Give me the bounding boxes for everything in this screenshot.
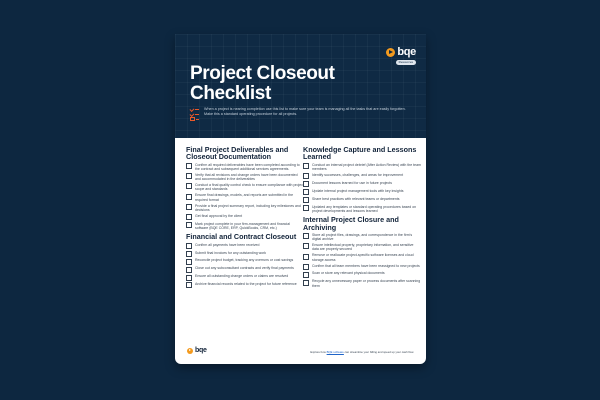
intro-text: When a project is nearing completion use this list to make sure your team is managing all the tasks that are easily forgotten. Make this a standard operating procedure for all projects.	[204, 107, 406, 116]
checklist-item-text: Updated any templates or standard operating procedures based on project developments and lessons learned	[312, 204, 417, 213]
checkbox-icon[interactable]	[186, 214, 192, 220]
right-column	[303, 146, 421, 290]
checklist-item[interactable]	[186, 183, 304, 192]
checkbox-icon[interactable]	[186, 275, 192, 281]
checkbox-icon[interactable]	[186, 222, 192, 228]
checklist-item[interactable]	[303, 271, 421, 277]
checkbox-icon[interactable]	[303, 254, 309, 260]
checklist-item-text: Get final approval by the client	[195, 213, 243, 218]
checklist-item[interactable]	[186, 163, 304, 172]
checklist-item[interactable]	[186, 193, 304, 202]
checklist-item-text: Close out any subconsultant contracts and verify final payments	[195, 266, 294, 271]
checklist-item-text: Conduct a final quality control check to ensure compliance with project scope and standards	[195, 183, 304, 192]
checklist-item[interactable]	[303, 163, 421, 172]
checkbox-icon[interactable]	[186, 259, 192, 265]
checklist-item[interactable]	[186, 243, 304, 249]
checklist-item-text: Store all project files, drawings, and correspondence in the firm's digital archive	[312, 232, 413, 242]
bqe-logo	[386, 46, 416, 65]
checklist-item[interactable]	[186, 258, 304, 264]
checkbox-icon[interactable]	[186, 163, 192, 169]
checklist-item[interactable]	[186, 251, 304, 257]
left-column	[186, 146, 304, 290]
checklist-item[interactable]	[303, 173, 421, 179]
checklist-item[interactable]	[186, 282, 304, 288]
checklist-item[interactable]	[303, 253, 421, 262]
footer	[175, 346, 426, 356]
checklist-item-text: Ensure intellectual property, proprietary information, and sensitive data are properly secured	[312, 243, 414, 252]
document-header	[175, 34, 426, 138]
checkbox-icon[interactable]	[186, 251, 192, 257]
checklist-item[interactable]	[303, 189, 421, 195]
checklist-item-text: Scan or store any relevant physical documents	[312, 271, 385, 276]
checklist-document	[175, 34, 426, 364]
checkbox-icon[interactable]	[303, 197, 309, 203]
deliverables-list	[186, 163, 304, 230]
checklist-item[interactable]	[303, 205, 421, 214]
checkbox-icon[interactable]	[303, 181, 309, 187]
checklist-item-text: Confirm that all team members have been reassigned to new projects	[312, 263, 420, 268]
checkbox-icon[interactable]	[186, 194, 192, 200]
document-body	[175, 138, 426, 364]
checklist-item-text: Share best practices with relevant teams or departments	[312, 196, 400, 201]
checklist-item-text: Remove or reallocate project-specific software licenses and cloud storage access	[312, 253, 414, 262]
section-title-financial: Financial and Contract Closeout	[186, 232, 297, 242]
checkbox-icon[interactable]	[303, 163, 309, 169]
checkbox-icon[interactable]	[303, 233, 309, 239]
checklist-item-text: Verify that all revisions and change orders have been documented and accommodated in the deliverables	[195, 173, 298, 182]
checklist-item-text: Mark project complete in your firm-management and financial software (BQE CORE, ERP, QuickBooks, CRM, etc.)	[195, 221, 290, 230]
checkbox-icon[interactable]	[186, 267, 192, 273]
checklist-item[interactable]	[186, 173, 304, 182]
knowledge-list	[303, 163, 421, 213]
checklist-item-text: Confirm all payments have been received	[195, 242, 260, 247]
checkbox-icon[interactable]	[303, 243, 309, 249]
checklist-item-text: Identify successes, challenges, and areas for improvement	[312, 173, 404, 177]
footer-logo: bqe	[187, 347, 207, 354]
checklist-item[interactable]	[303, 264, 421, 270]
checklist-item-text: Reconcile project budget, tracking any overruns or cost savings	[195, 258, 294, 263]
checkbox-icon[interactable]	[303, 189, 309, 195]
checkbox-icon[interactable]	[303, 205, 309, 211]
checklist-item[interactable]	[186, 266, 304, 272]
checklist-item[interactable]	[186, 274, 304, 280]
checklist-item-text: Provide a final project summary report, including key milestones and decisions	[195, 203, 301, 212]
checkbox-icon[interactable]	[186, 173, 192, 179]
checklist-item[interactable]	[303, 243, 421, 252]
checkbox-icon[interactable]	[303, 272, 309, 278]
checkbox-icon[interactable]	[303, 173, 309, 179]
checklist-item[interactable]	[303, 233, 421, 242]
page-title: Project Closeout Checklist	[190, 63, 335, 104]
checklist-item-text: Update internal project management tools with key insights	[312, 188, 404, 193]
checklist-item-text: Ensure all outstanding change orders or claims are resolved	[195, 274, 289, 279]
archiving-list	[303, 233, 421, 288]
checkbox-icon[interactable]	[186, 204, 192, 210]
financial-list	[186, 243, 304, 289]
checklist-item-text: Conduct an internal project debrief (After Action Review) with the team members	[312, 162, 421, 172]
checkbox-icon[interactable]	[186, 243, 192, 249]
bqe-play-icon	[386, 48, 395, 57]
checklist-item[interactable]	[186, 204, 304, 213]
checkbox-icon[interactable]	[186, 183, 192, 189]
checkbox-icon[interactable]	[303, 264, 309, 270]
checklist-item-text: Ensure final drawings, models, and reports are submitted in the required format	[195, 193, 294, 202]
checklist-item[interactable]	[303, 181, 421, 187]
checkbox-icon[interactable]	[303, 280, 309, 286]
checklist-item-text: Document lessons learned for use in future projects	[312, 180, 392, 185]
checklist-item[interactable]	[186, 222, 304, 231]
checklist-item-text: Archive financial records related to the project for future reference	[195, 282, 297, 287]
checklist-item-text: Recycle any unnecessary paper or process documents after scanning them	[312, 279, 421, 288]
intro	[190, 107, 410, 121]
checklist-item-text: Submit final invoices for any outstanding work	[195, 250, 267, 255]
bqe-software-link[interactable]: BQE software	[326, 350, 344, 354]
logo-text: bqe	[397, 46, 416, 58]
checklist-item-text: Confirm all required deliverables have been completed according to the contract and subsequent additional services agreements.	[195, 162, 300, 172]
checklist-item[interactable]	[303, 197, 421, 203]
section-title-archiving: Internal Project Closure and Archiving	[303, 215, 399, 232]
bqe-play-icon	[187, 348, 193, 354]
checkbox-icon[interactable]	[186, 282, 192, 288]
footer-text: Explore how BQE software can streamline your billing and speed up your cash flow.	[310, 350, 414, 354]
section-title-deliverables: Final Project Deliverables and Closeout Documentation	[186, 145, 289, 162]
section-title-knowledge: Knowledge Capture and Lessons Learned	[303, 145, 417, 162]
resources-badge: Resources	[396, 60, 416, 65]
checklist-item[interactable]	[186, 214, 304, 220]
checklist-item[interactable]	[303, 279, 421, 288]
checklist-icon	[190, 107, 199, 121]
